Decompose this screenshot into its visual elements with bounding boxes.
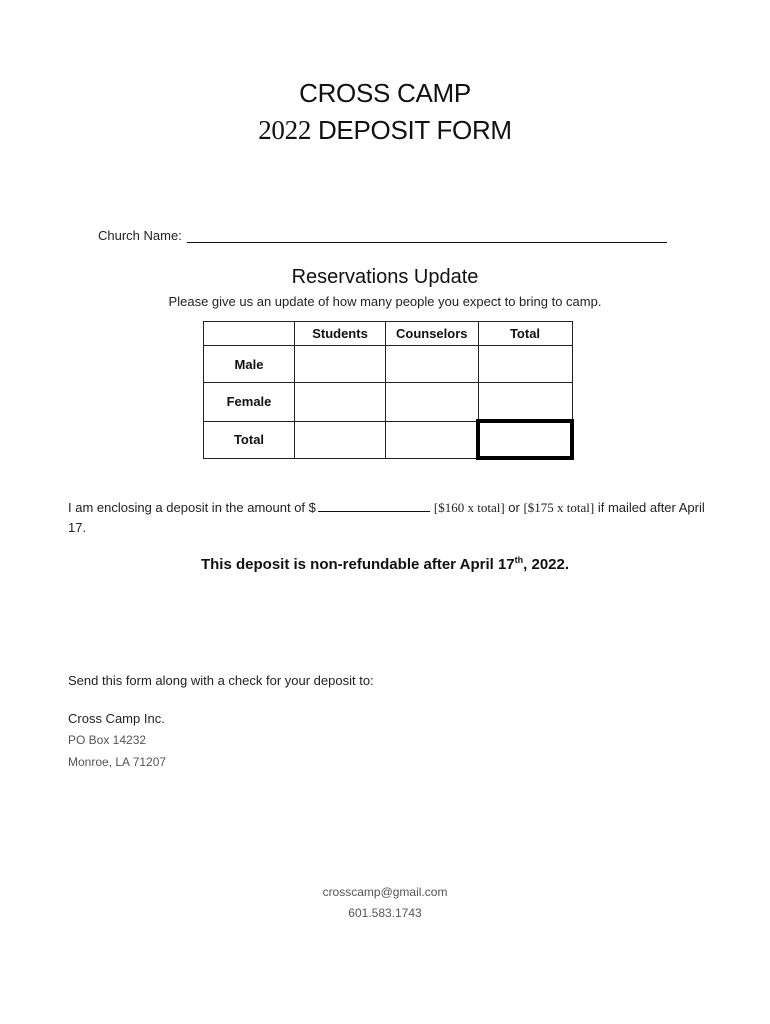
form-title: CROSS CAMP: [299, 78, 471, 108]
column-header-students: Students: [295, 322, 386, 346]
deposit-or-text: or: [504, 500, 524, 515]
table-row-female: [204, 383, 573, 422]
deposit-rate-late: [$175 x total]: [523, 500, 595, 515]
total-counselors-cell[interactable]: [386, 421, 479, 458]
table-row-male: [204, 346, 573, 383]
form-subtitle: [0, 115, 770, 146]
deposit-text-after: if mailed after April 17.: [68, 500, 705, 535]
notice-text-before: This deposit is non-refundable after April 17: [200, 556, 515, 573]
mailing-po-box: PO Box 14232: [68, 733, 147, 747]
male-total-cell[interactable]: [478, 346, 572, 383]
deposit-text-before: I am enclosing a deposit in the amount of $: [68, 500, 316, 515]
contact-phone: 601.583.1743: [348, 906, 422, 920]
reservations-table: [203, 321, 574, 460]
mailing-org-name: Cross Camp Inc.: [68, 711, 165, 726]
reservations-heading: Reservations Update: [291, 266, 479, 288]
non-refundable-notice: [0, 555, 770, 573]
female-students-cell[interactable]: [295, 383, 386, 422]
mailing-instructions: Send this form along with a check for your deposit to:: [68, 673, 374, 688]
total-students-cell[interactable]: [295, 421, 386, 458]
table-row-total: [204, 421, 573, 458]
contact-email: crosscamp@gmail.com: [322, 885, 448, 899]
notice-superscript: th: [514, 555, 524, 565]
mailing-city-state-zip: Monroe, LA 71207: [68, 755, 167, 769]
row-label-female: Female: [204, 383, 295, 422]
table-corner-cell: [204, 322, 295, 346]
male-counselors-cell[interactable]: [386, 346, 479, 383]
female-total-cell[interactable]: [478, 383, 572, 422]
row-label-total: Total: [204, 421, 295, 458]
grand-total-cell[interactable]: [478, 421, 572, 458]
male-students-cell[interactable]: [295, 346, 386, 383]
reservations-instructions: Please give us an update of how many people you expect to bring to camp.: [168, 294, 602, 309]
notice-text-after: , 2022.: [523, 556, 570, 573]
church-name-row: [98, 228, 667, 243]
column-header-total: Total: [478, 322, 572, 346]
form-subtitle-text: DEPOSIT FORM: [311, 115, 512, 145]
deposit-statement: [68, 498, 708, 538]
church-name-label: Church Name:: [98, 228, 182, 243]
deposit-rate-early: [$160 x total]: [433, 500, 505, 515]
female-counselors-cell[interactable]: [386, 383, 479, 422]
table-header-row: [204, 322, 573, 346]
row-label-male: Male: [204, 346, 295, 383]
form-year: 2022: [258, 115, 312, 145]
column-header-counselors: Counselors: [386, 322, 479, 346]
deposit-amount-field[interactable]: [318, 499, 430, 512]
church-name-field[interactable]: [187, 228, 667, 243]
